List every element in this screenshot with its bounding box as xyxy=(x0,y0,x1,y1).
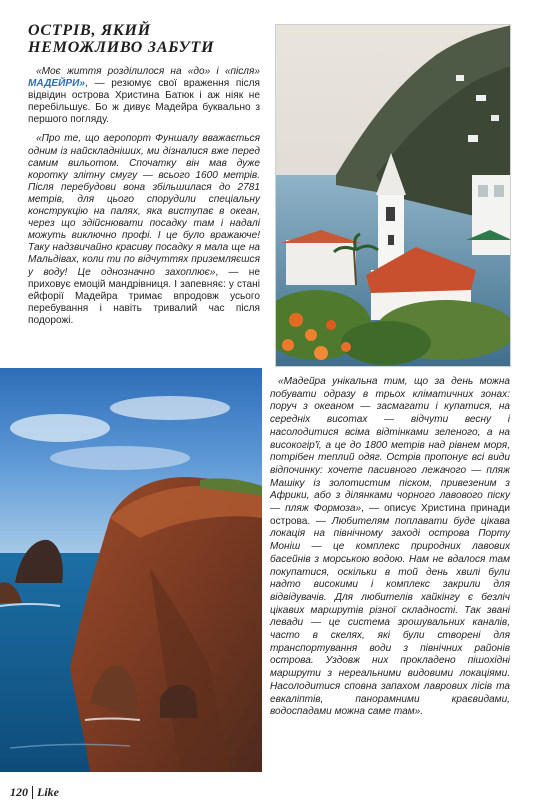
article-title xyxy=(28,22,258,56)
church-photo xyxy=(275,24,511,367)
intro-paragraph xyxy=(28,66,260,126)
left-column xyxy=(28,66,260,334)
church-photo-illustration xyxy=(276,25,511,367)
intro-highlight: МАДЕЙРИ» xyxy=(28,78,85,90)
magazine-name: Like xyxy=(37,784,59,799)
climate-paragraph xyxy=(270,376,510,719)
climate-quote-continued: Любителям поплавати буде цікава локація на північному заході острова Порту Моніш — це комплекс природних лавових басейнів з морською водою. Нам не вдалося там покупатися, оскільки в той день хвилі були надто високими і комплекс закрили для відвідувачів. Для любителів хайкінгу є безліч цікавих маршрутів різної складності. Так звані левади — це система зрошувальних каналів, часто в скелях, які були створені для транспортування води з північних районів острова. Уздовж них прокладено пішохідні маршрути з нереальними видовими локаціями. Насолодитися сповна запахом лаврових лісів та евкаліптів, панорамними краєвидами, водоспадами можна саме там». xyxy=(270,515,510,718)
page-number: 120 xyxy=(10,784,28,799)
airport-paragraph xyxy=(28,133,260,327)
airport-quote: «Про те, що аеропорт Фуншалу вважається одним із найскладніших, ми дізналися вже перед самим вильотом. Спочатку він мав дуже коротку злітну смугу — всього 1600 метрів. Після перебудови вона збільшилася до 2781 метрів, для цього спорудили спеціальну конструкцію на палях, яка виступає в океан, через що здійснювати посадку там і надалі можуть виключно профі. І це було вражаюче! Таку надзвичайно красиву посадку я мала ще на Мальдівах, коли ти по відчуттях приземляєшся у воду! Це однозначно захоплює» xyxy=(28,133,260,278)
cliffs-photo xyxy=(0,368,262,772)
intro-quote: «Моє життя розділилося на «до» і «після» xyxy=(36,66,260,77)
intro-tail: , — резюмує свої враження після відвідин острова Христина Батюк і аж ніяк не перебільшує. Бо ж дивує Мадейра буквально з першого погляду. xyxy=(28,78,260,126)
title-line-2: НЕМОЖЛИВО ЗАБУТИ xyxy=(28,39,215,56)
climate-quote: «Мадейра унікальна тим, що за день можна побувати одразу в трьох кліматичних зонах: поруч з океаном — засмагати і купатися, на середніх висотах — відчути весну і насолодитися всіма відтінками зеленого, а на високогір'ї, а це до 1800 метрів над рівнем моря, потрібен теплий одяг. Острів пропонує всі види відпочинку: хочете пасивного лежачого — пляж Машіку із золотистим піском, привезеним з Африки, або з ділянками чорного лавового піску — пляж Формоза» xyxy=(270,376,510,515)
cliffs-photo-illustration xyxy=(0,368,262,772)
page-footer xyxy=(10,784,59,800)
climate-attribution: , — описує Христина принади острова. — xyxy=(270,503,510,527)
airport-tail: , — не приховує емоцій мандрівниця. І запевняє: у стані ейфорії Мадейра тримає впродовж усього перебування і навіть тривалий час після подорожі. xyxy=(28,266,260,326)
footer-divider xyxy=(32,786,33,799)
title-line-1: ОСТРІВ, ЯКИЙ xyxy=(28,22,152,39)
right-column xyxy=(270,376,510,726)
